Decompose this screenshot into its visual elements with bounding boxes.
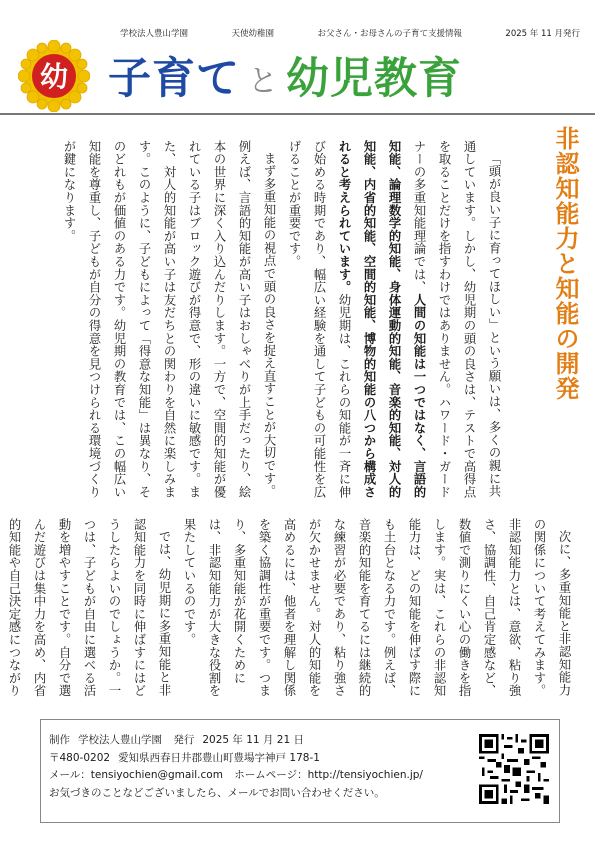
header-org: 学校法人豊山学園 <box>120 29 189 39</box>
article-body-lower <box>7 518 576 702</box>
producer-label: 制作 <box>49 734 70 746</box>
p1-bold-list: 言語的知能、論理数学的知能、身体運動的知能、音楽的知能、対人的知能、内省的知能、空間的知能、博物的知能の八つから構成されると考えられています。 <box>337 140 426 499</box>
masthead-part-b: 幼児教育 <box>286 53 462 104</box>
header-issue: 2025 年 11 月発行 <box>505 29 580 39</box>
issued-label: 発行 <box>173 734 195 746</box>
paragraph-3: 次に、多重知能と非認知能力の関係について考えてみます。非認知能力とは、意欲、粘り強さ、協調性、自己肯定感など、数値で測りにくい心の働きを指します。実は、これらの非認知能力は、どの知能を伸ばす際にも土台となる力です。例えば、音楽的知能を育てるには継続的な練習が必要であり、粘り強さが欠かせません。対人的知能を高めるには、他者を理解し関係を築く協調性が重要です。つまり、多重知能が花開くためには、非認知能力が大きな役割を果たしているのです。 <box>182 518 571 698</box>
paragraph-4: では、幼児期に多重知能と非認知能力を同時に伸ばすにはどうしたらよいのでしょうか。一つは、子どもが自由に選べる活動を増やすことです。自分で選んだ遊びは集中力を高め、内省的知能や自己決定感につながり <box>7 518 171 698</box>
p1-end: 幼児期は、これらの知能が一斉に伸び始める時期であり、幅広い経験を通して子どもの可能性を広げることが重要です。 <box>287 140 351 499</box>
footer-box <box>40 719 560 823</box>
producer: 学校法人豊山学園 <box>78 734 162 746</box>
paragraph-2: まず多重知能の視点で頭の良さを捉え直すことが大切です。例えば、言語的知能が高い子はおしゃべりが上手だったり、絵本の世界に深く入り込んだりします。一方で、空間的知能が優れている子はブロック遊びが得意で、形の違いに敏感です。また、対人的知能が高い子は友だちとの関わりを自然に楽しみます。このように、子どもによって「得意な知能」は異なり、そのどれもが価値のある力です。幼児期の教育では、この幅広い知能を尊重し、子どもが自分の得意を見つけられる環境づくりが鍵になります。 <box>62 140 276 499</box>
p1-text: 「頭が良い子に育ってほしい」という願いは、多くの親に共通しています。しかし、幼児期の頭の良さは、テストで高得点を取ることだけを指すわけではありません。ハワード・ガードナーの多重知能理論では、 <box>412 140 501 499</box>
masthead <box>108 46 578 104</box>
footer-note-row <box>49 785 431 803</box>
emblem-char: 幼 <box>39 60 69 93</box>
footer-producer-row <box>49 732 431 750</box>
article-title: 非認知能力と知能の開発 <box>551 126 579 401</box>
p1-bold: 人間の知能は一つではなく、 <box>412 293 426 461</box>
masthead-connector: と <box>248 64 278 99</box>
header-divider <box>0 113 595 115</box>
mail-label: メール： <box>49 769 91 781</box>
postal-code: 〒480-0202 <box>49 751 111 764</box>
footer-address-row <box>49 750 431 768</box>
paragraph-1 <box>281 140 506 502</box>
article-body-upper <box>20 140 506 502</box>
qr-code-icon[interactable] <box>479 734 549 804</box>
home-label: ホームページ： <box>234 769 308 781</box>
address: 愛知県西春日井郡豊山町豊場字神戸 178-1 <box>118 751 320 764</box>
header-tagline: お父さん・お母さんの子育て支援情報 <box>317 29 462 39</box>
issued-date: 2025 年 11 月 21 日 <box>202 734 304 746</box>
masthead-part-a: 子育て <box>108 53 240 104</box>
footer-contact-row <box>49 767 431 785</box>
header-school: 天使幼稚園 <box>231 29 274 39</box>
footer-note: お気づきのことなどございましたら、メールでお問い合わせください。 <box>49 786 385 799</box>
kindergarten-emblem-icon <box>18 40 90 112</box>
mail-link[interactable]: tensiyochien@gmail.com <box>90 769 223 781</box>
header-info-line <box>120 27 580 39</box>
homepage-link[interactable]: http://tensiyochien.jp/ <box>307 769 423 781</box>
